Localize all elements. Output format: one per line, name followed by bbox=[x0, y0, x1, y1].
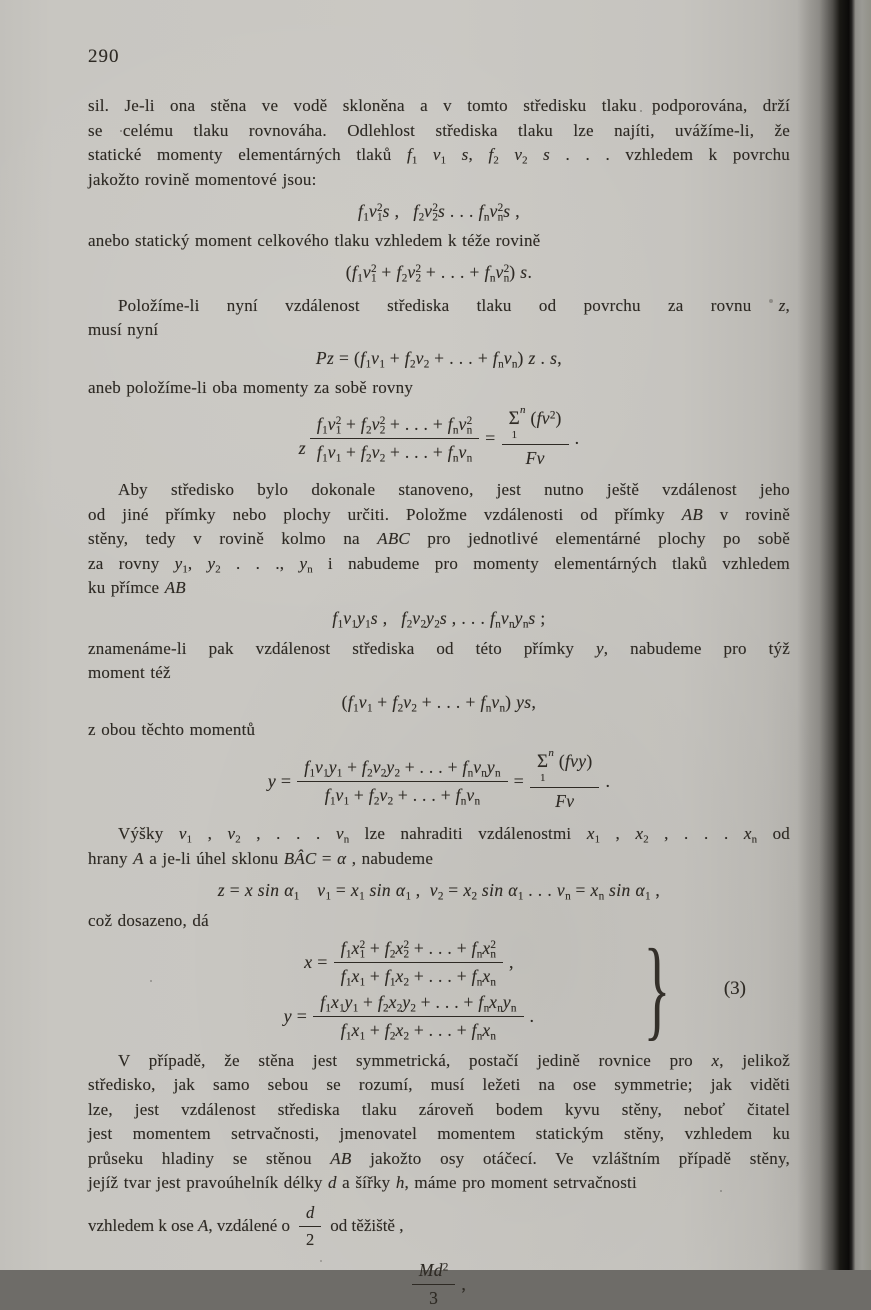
period: . bbox=[574, 428, 580, 448]
page-number: 290 bbox=[88, 46, 120, 67]
brace-icon: } bbox=[643, 927, 671, 1051]
fraction: $\frac{f_1x_1^2 + f_2x_2^2 + . . . + f_nx_n^2}{f_1x_1 + f_1x_2 + . . . + f_nx_n}$ bbox=[334, 937, 503, 988]
paragraph-aby-stredisko: Aby středisko bylo dokonale stanoveno, jest nutno ještě vzdálenost jeho od jiné přímky nebo plochy určiti. Položme vzdálenosti od přímky AB v rovině stěny, tedy v rovině kolmo na ABC pro jednotlivé elementárné plochy po sobě za rovny $y_1$, $y_2$ . . ., $y_n$ i nabudeme pro momenty elementárných tlaků vzhledem ku přímce AB bbox=[88, 480, 791, 597]
equals-sign: = bbox=[485, 428, 496, 448]
formula-Pz: $Pz = (f_1v_1 + f_2v_2$ + . . . + $f_nv_n$) z . s, bbox=[315, 347, 563, 371]
page-content bbox=[88, 0, 790, 1310]
fraction: $\frac{Md^2}{3}$ bbox=[412, 1259, 456, 1310]
equals-sign: = bbox=[513, 771, 525, 791]
paragraph-vysky: Výšky $v_1$ , $v_2$ , . . . $v_n$ lze nahraditi vzdálenostmi $x_1$ , $x_2$ , . . . $x_n$ od hrany A a je-li úhel sklonu BÂC = α , nabudeme bbox=[88, 824, 790, 868]
paragraph-static-moment: anebo statický moment celkového tlaku vzhledem k téže rovině bbox=[88, 231, 541, 250]
equation-3-x: x = $\frac{f_1x_1^2 + f_2x_2^2 + . . . + f_nx_n^2}{f_1x_1 + f_1x_2 + . . . + f_nx_n}$ , bbox=[304, 937, 514, 989]
paragraph-intro: sil. Je-li ona stěna ve vodě skloněna a v tomto středisku tlaku podporována, drží se celému tlaku rovnováha. Odlehlost střediska tlaku lze najíti, uvážíme-li, že statické momenty elementárných tlaků $f_1$ $v_1$ s, $f_2$ $v_2$ s . . . vzhledem k povrchu jakožto rovině momentové jsou: bbox=[88, 96, 791, 189]
line-vzhledem-k-ose: vzhledem k ose A, vzdálené o $\frac{d}{2}$ od těžiště , bbox=[88, 1202, 404, 1249]
formula-ys: ($f_1v_1 + f_2v_2$ + . . . + $f_nv_n$) ys, bbox=[341, 691, 537, 715]
paragraph-distance-z: Položíme-li nyní vzdálenost střediska tlaku od povrchu za rovnu z, musí nyní bbox=[88, 295, 790, 339]
sum-sigma-icon: Σ n 1 bbox=[537, 747, 555, 784]
period: . bbox=[605, 771, 611, 791]
fraction-sum: Σ n 1 (fvy) Fv bbox=[530, 750, 599, 813]
formula-Md2-over-3 bbox=[88, 1259, 790, 1310]
formula-moments-about-AB: $f_1v_1y_1s$ , $f_2v_2y_2s$ , . . . $f_nv_ny_ns$ ; bbox=[332, 607, 546, 631]
period: . bbox=[529, 1005, 535, 1026]
comma: , bbox=[509, 951, 514, 972]
equation-z-lhs: z bbox=[298, 438, 306, 458]
comma: , bbox=[461, 1273, 467, 1294]
fraction-d-over-2: $\frac{d}{2}$ bbox=[299, 1202, 321, 1251]
paragraph-znamename: znamenáme-li pak vzdálenost střediska od této přímky y, nabudeme pro týž moment též bbox=[88, 638, 791, 682]
formula-elementary-moments: $f_1v_1^2s$ , $f_2v_2^2s$ . . . $f_nv_n^2s$ , bbox=[357, 201, 520, 224]
paragraph-z-obou: z obou těchto momentů bbox=[88, 719, 256, 739]
fraction: $\frac{f_1v_1y_1 + f_2v_2y_2 + . . . + f_nv_ny_n}{f_1v_1 + f_2v_2 + . . . + f_nv_n}$ bbox=[297, 756, 507, 807]
equation-3-group bbox=[88, 927, 790, 1051]
equation-z bbox=[88, 404, 790, 470]
fraction: $\frac{f_1v_1^2 + f_2v_2^2 + . . . + f_nv_n^2}{f_1v_1 + f_2v_2 + . . . + f_nv_n}$ bbox=[310, 413, 479, 464]
fraction: $\frac{f_1x_1y_1 + f_2x_2y_2 + . . . + f_nx_ny_n}{f_1x_1 + f_2x_2 + . . . + f_nx_n}$ bbox=[313, 991, 523, 1042]
paragraph-coz-dosazeno: což dosazeno, dá bbox=[88, 911, 209, 930]
equation-number: (3) bbox=[723, 978, 746, 999]
fraction-sum: Σ n 1 $(fv^2)$ Fv bbox=[502, 407, 569, 470]
equation-3-y: y = $\frac{f_1x_1y_1 + f_2x_2y_2 + . . . + f_nx_ny_n}{f_1x_1 + f_2x_2 + . . . + f_nx_n}$ . bbox=[283, 991, 535, 1043]
formula-sin-substitution: z = x $\sin \alpha_1$ $v_1 = x_1$ $\sin \alpha_1$ , $v_2 = x_2$ $\sin \alpha_1$ . . . $v_n = x_n$ $\sin \alpha_1$ , bbox=[217, 880, 661, 903]
book-binding-shadow bbox=[797, 0, 871, 1270]
equation-y-lhs: y = bbox=[267, 771, 292, 791]
paragraph-equal-moments: aneb položíme-li oba momenty za sobě rovny bbox=[88, 377, 414, 397]
sum-sigma-icon: Σ n 1 bbox=[508, 404, 526, 441]
formula-total-moment: ($f_1v_1^2 + f_2v_2^2$ + . . . + $f_nv_n^2$) s. bbox=[345, 261, 533, 285]
equation-y bbox=[88, 747, 790, 813]
paragraph-v-pripade: V případě, že stěna jest symmetrická, postačí jedině rovnice pro x, jelikož středisko, jak samo sebou se rozumí, musí ležeti na ose symmetrie; jak viděti lze, jest vzdálenost střediska tlaku zároveň bodem kyvu stěny, neboť čitatel jest momentem setrvačnosti, jmenovatel momentem statickým stěny, vzhledem ku průseku hladiny se stěnou AB jakožto osy otáčecí. Ve vzláštním případě stěny, jejíž tvar jest pravoúhelník délky d a šířky h, máme pro moment setrvačnosti bbox=[88, 1050, 790, 1192]
